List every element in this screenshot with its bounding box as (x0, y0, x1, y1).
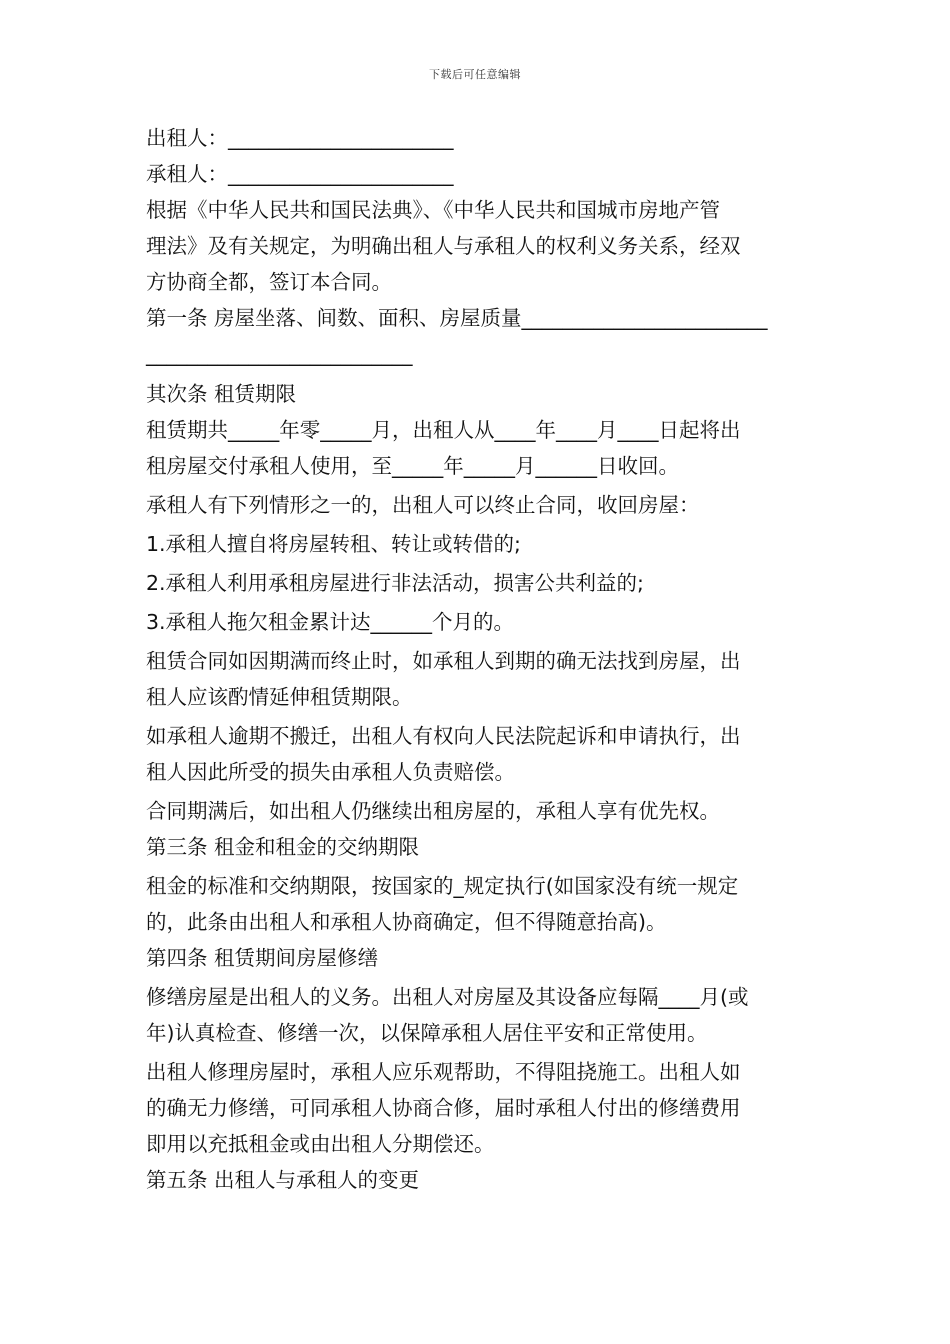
rent-line: 租金的标准和交纳期限，按国家的_规定执行(如国家没有统一规定 (146, 874, 739, 898)
contract-body (146, 120, 808, 1198)
overdue-line: 如承租人逾期不搬迁，出租人有权向人民法院起诉和申请执行，出 (146, 724, 741, 748)
overdue-line: 租人因此所受的损失由承租人负责赔偿。 (146, 760, 515, 784)
article-3-heading: 第三条 租金和租金的交纳期限 (146, 835, 420, 859)
article-4-heading: 第四条 租赁期间房屋修缮 (146, 946, 379, 970)
lessor-line: 出租人：______________________ (146, 126, 454, 150)
termination-item-3: 3.承租人拖欠租金累计达______个月的。 (146, 610, 515, 634)
expiry-line: 租人应该酌情延伸租赁期限。 (146, 685, 413, 709)
page-header: 下载后可任意编辑 (429, 68, 521, 81)
repair-cooperation-line: 即用以充抵租金或由出租人分期偿还。 (146, 1132, 495, 1156)
termination-item-1: 1.承租人擅自将房屋转租、转让或转借的; (146, 532, 521, 556)
article-5-heading: 第五条 出租人与承租人的变更 (146, 1168, 420, 1192)
article-2-heading: 其次条 租赁期限 (146, 382, 297, 406)
article-1-blank-line: __________________________ (146, 342, 413, 366)
expiry-line: 租赁合同如因期满而终止时，如承租人到期的确无法找到房屋，出 (146, 649, 741, 673)
repair-line: 年)认真检查、修缮一次，以保障承租人居住平安和正常使用。 (146, 1021, 708, 1045)
termination-item-2: 2.承租人利用承租房屋进行非法活动，损害公共利益的; (146, 571, 644, 595)
preamble-line: 根据《中华人民共和国民法典》、《中华人民共和国城市房地产管 (146, 198, 720, 222)
preamble-line: 理法》及有关规定，为明确出租人与承租人的权利义务关系，经双 (146, 234, 741, 258)
term-line: 租房屋交付承租人使用，至_____年_____月______日收回。 (146, 454, 679, 478)
repair-cooperation-line: 出租人修理房屋时，承租人应乐观帮助，不得阻挠施工。出租人如 (146, 1060, 741, 1084)
termination-intro: 承租人有下列情形之一的，出租人可以终止合同，收回房屋： (146, 493, 700, 517)
preamble-line: 方协商全都，签订本合同。 (146, 270, 392, 294)
rent-line: 的，此条由出租人和承租人协商确定，但不得随意抬高)。 (146, 910, 667, 934)
priority-line: 合同期满后，如出租人仍继续出租房屋的，承租人享有优先权。 (146, 799, 720, 823)
term-line: 租赁期共_____年零_____月，出租人从____年____月____日起将出 (146, 418, 741, 442)
repair-line: 修缮房屋是出租人的义务。出租人对房屋及其设备应每隔____月(或 (146, 985, 749, 1009)
article-1-heading: 第一条 房屋坐落、间数、面积、房屋质量________________________ (146, 306, 768, 330)
repair-cooperation-line: 的确无力修缮，可同承租人协商合修，届时承租人付出的修缮费用 (146, 1096, 741, 1120)
lessee-line: 承租人：______________________ (146, 162, 454, 186)
